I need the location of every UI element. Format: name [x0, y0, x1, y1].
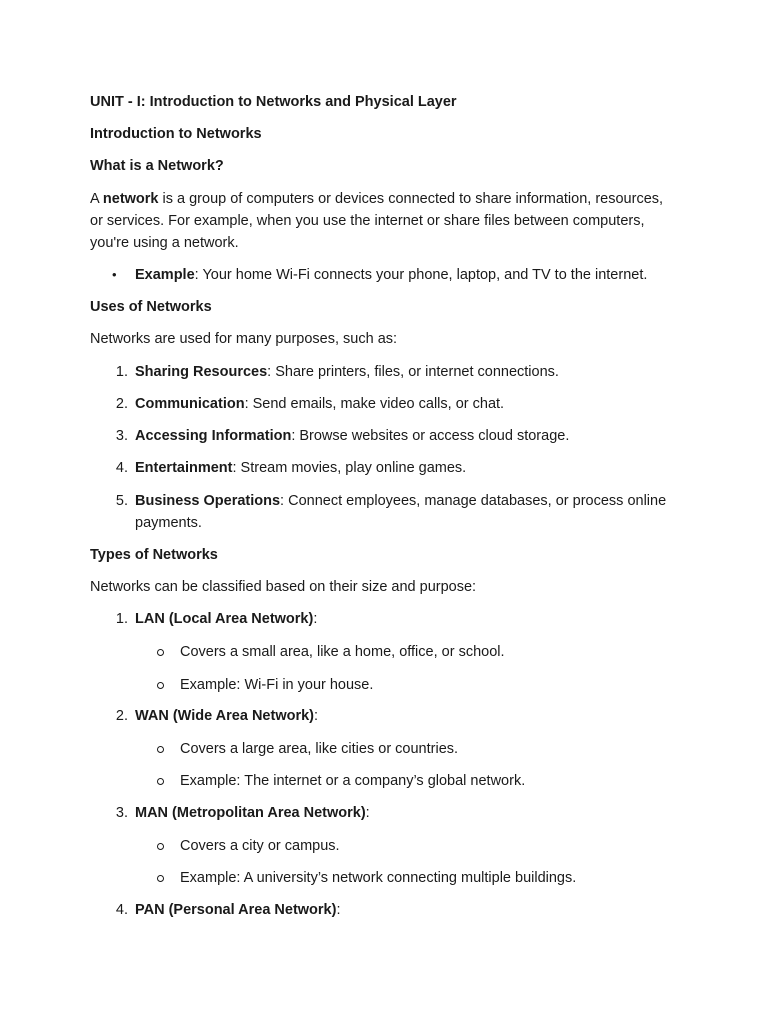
- types-subitem: Example: Wi-Fi in your house.: [180, 677, 374, 693]
- hollow-bullet-icon: [157, 843, 164, 850]
- uses-intro: Networks are used for many purposes, such as:: [90, 331, 398, 347]
- definition-pre: A: [90, 191, 103, 207]
- uses-item-text: : Stream movies, play online games.: [232, 460, 467, 476]
- uses-item-text: : Share printers, files, or internet connections.: [267, 364, 559, 380]
- uses-item: [135, 361, 675, 383]
- types-subitem: Example: A university’s network connecting multiple buildings.: [180, 870, 577, 886]
- example-item: [135, 264, 675, 286]
- uses-item-number: 3.: [115, 428, 128, 444]
- uses-item: [135, 425, 675, 447]
- types-heading: Types of Networks: [90, 547, 218, 563]
- hollow-bullet-icon: [157, 649, 164, 656]
- uses-item-label: Sharing Resources: [135, 364, 268, 380]
- types-item-label: PAN (Personal Area Network): [135, 902, 337, 918]
- uses-item-text: : Browse websites or access cloud storage.: [291, 428, 570, 444]
- example-text: : Your home Wi-Fi connects your phone, laptop, and TV to the internet.: [194, 267, 648, 283]
- uses-item-text: : Send emails, make video calls, or chat.: [244, 396, 505, 412]
- uses-item-number: 2.: [115, 396, 128, 412]
- uses-item: [135, 393, 675, 415]
- types-subitem: Covers a city or campus.: [180, 838, 340, 854]
- definition-paragraph: [90, 188, 670, 254]
- unit-title: UNIT - I: Introduction to Networks and Physical Layer: [90, 94, 457, 110]
- types-subitem: Covers a large area, like cities or countries.: [180, 741, 459, 757]
- types-item-number: 3.: [115, 805, 128, 821]
- uses-item-number: 4.: [115, 460, 128, 476]
- intro-heading: Introduction to Networks: [90, 126, 262, 142]
- types-item-label: MAN (Metropolitan Area Network): [135, 805, 366, 821]
- hollow-bullet-icon: [157, 778, 164, 785]
- types-item-label: WAN (Wide Area Network): [135, 708, 314, 724]
- uses-item-label: Communication: [135, 396, 245, 412]
- types-item-number: 1.: [115, 611, 128, 627]
- what-heading: What is a Network?: [90, 158, 224, 174]
- uses-item-text: : Connect employees, manage databases, or process online payments.: [135, 493, 667, 531]
- uses-heading: Uses of Networks: [90, 299, 212, 315]
- types-subitem: Example: The internet or a company’s global network.: [180, 773, 526, 789]
- uses-item-label: Business Operations: [135, 493, 281, 509]
- types-intro: Networks can be classified based on their size and purpose:: [90, 579, 477, 595]
- types-item: [135, 802, 675, 824]
- types-item-suffix: :: [314, 708, 319, 724]
- uses-item-number: 1.: [115, 364, 128, 380]
- types-item: [135, 608, 675, 630]
- types-item-suffix: :: [313, 611, 318, 627]
- example-label: Example: [135, 267, 195, 283]
- types-item: [135, 899, 675, 921]
- hollow-bullet-icon: [157, 875, 164, 882]
- definition-text: is a group of computers or devices connected to share information, resources, or services. For example, when you use the internet or share files between computers, you're using a network.: [90, 191, 664, 251]
- uses-item: [135, 490, 675, 534]
- types-item-suffix: :: [336, 902, 341, 918]
- types-item-label: LAN (Local Area Network): [135, 611, 314, 627]
- bullet-marker: •: [112, 267, 117, 282]
- uses-item: [135, 457, 675, 479]
- types-item-number: 2.: [115, 708, 128, 724]
- types-item-number: 4.: [115, 902, 128, 918]
- types-subitem: Covers a small area, like a home, office, or school.: [180, 644, 505, 660]
- uses-item-label: Accessing Information: [135, 428, 292, 444]
- types-item-suffix: :: [365, 805, 370, 821]
- hollow-bullet-icon: [157, 682, 164, 689]
- uses-item-number: 5.: [115, 493, 128, 509]
- definition-term: network: [102, 191, 159, 207]
- uses-item-label: Entertainment: [135, 460, 233, 476]
- hollow-bullet-icon: [157, 746, 164, 753]
- types-item: [135, 705, 675, 727]
